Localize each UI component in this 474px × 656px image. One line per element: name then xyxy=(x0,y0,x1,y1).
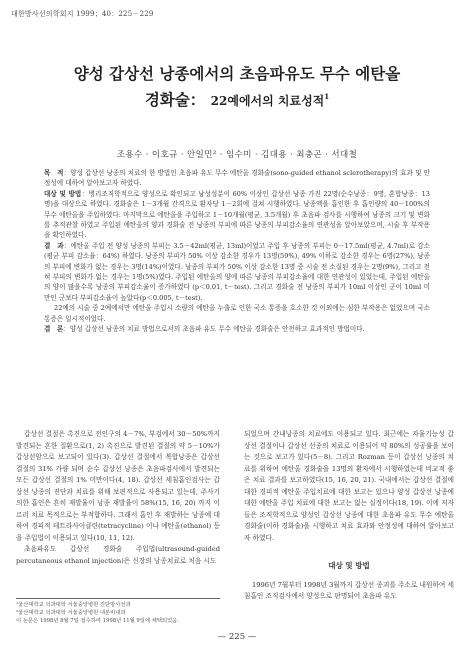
article-subtitle xyxy=(0,85,474,113)
footnote-received: 이 논문은 1998년 8월 7일 접수하여 1998년 11월 9일에 채택되었음. xyxy=(16,618,179,624)
subtitle-main: 경화술： xyxy=(144,90,206,110)
body-left-column xyxy=(16,429,220,567)
article-title: 양성 갑상선 낭종에서의 초음파유도 무수 에탄올 xyxy=(73,64,401,83)
abstract-conclusion xyxy=(44,324,430,334)
abstract-methods xyxy=(44,189,430,241)
purpose-label: 목 적 xyxy=(44,169,64,177)
footnote-rule xyxy=(16,598,220,599)
intro-paragraph-1: 갑상선 결절은 촉진으로 전인구의 4－7%, 부검에서 30－50%까지 발견되는 흔한 질환으로(1, 2) 촉진으로 발견된 결절의 약 5－10%가 갑상선암으로 보고되어 있다(3). 갑상선 결절에서 복합낭종은 갑상선결절의 31% 가량 되며 순수 갑상선 낭종은 초음파검사에서 발견되는 모든 갑상선 결절의 1% 미만이다(4, 18). 갑상선 세침흡인검사는 갑상선 낭종의 진단과 치료를 위해 보편적으로 사용되고 있는데, 주사기 의한 흡인은 흔히 재발율이 낭종 재발율이 58%(15, 16, 20) 까지 이르러 치료 목적으로는 부적합하다. 그래서 흡인 후 재발하는 낭종에 대하여 경피적 테트라사이클린(tetracycline) 이나 에탄올(ethanol) 등을 주입법이 이용되고 있다(10, 11, 12). xyxy=(16,430,220,542)
subtitle-sub: 22예에서의 치료성적 xyxy=(210,94,325,109)
results-text: ：에탄올 주입 전 양성 낭종의 부피는 3.5－42ml(평균, 13ml)이었고 주입 후 낭종의 부피는 0－17.5ml(평균, 4.7ml)로 감소(평균 부피 감소율：64%) 하였다. 낭종의 부피가 50% 이상 감소한 경우가 13명(59%), 49% 이하로 감소한 경우는 6명(27%), 낭종의 부피에 변화가 없는 경우는 3명(14%)이였다. 낭종의 부피가 50% 이상 감소한 13명 중 시술 전 소실된 경우는 2명(9%), 그리고 전혀 부피의 변화가 없는 경우는 1명(5%)였다. 주입된 에탄올의 양에 따른 낭종의 부피감소율에 대한 연관성이 있었는데, 주입된 에탄올의 양이 많을수록 낭종의 부피감소율이 증가하였다 (p＜0.01, t－test). 그리고 경화술 전 낭종의 부피가 10ml 이상인 군이 10ml 미만인 군보다 부피감소율이 높았다(p＜0.005, t－test). xyxy=(44,241,430,302)
intro-paragraph-2: 초음파유도 갑상선 경화술 주입법(ultrasound-guided percutaneous ethanol injection)은 신장의 낭종치료로 처음 시도 xyxy=(16,545,220,565)
title-block xyxy=(0,62,474,113)
abstract-purpose xyxy=(44,168,430,189)
methods-text: ：병리조직학적으로 양성으로 확인되고 낭성성분이 60% 이상인 갑상선 낭종 가진 22명(순수낭종：9명, 혼합낭종：13명)을 대상으로 하였다. 경화술은 1－3개월 간격으로 환자당 1－2회에 걸쳐 시행하였다. 낭종액을 흡인한 후 흡인량의 40－100%의 무수 에탄올을 주입하였다. 마지막으로 에탄올을 주입하고 1－10개월(평균, 3.5개월) 후 초음파 검사를 시행하여 낭종의 크기 및 변화를 추적관찰 하였고 주입된 에탄올의 양과 경화술 전 낭종의 부피에 따른 낭종의 부피감소율의 연관성을 알아보았으며, 시술 후 부작용을 확인하였다. xyxy=(44,189,430,240)
conclusion-label: 결 론 xyxy=(44,325,64,334)
conclusion-text: ：양성 갑상선 낭종의 치료 방법으로서의 초음파 유도 무수 에탄올 경화술은 안전하고 효과적인 방법이다. xyxy=(63,325,365,334)
methods-label: 대상 및 방법 xyxy=(44,189,82,198)
body-right-column xyxy=(244,429,454,603)
abstract xyxy=(44,168,430,335)
journal-header: 대한방사선의학회지 1999；40：225－229 xyxy=(11,10,154,18)
purpose-text: ：양성 갑상선 낭종의 치료의 한 방법인 초음파 유도 무수 에탄올 경화술(sono-guided ethanol sclerotherapy)의 효과 및 안정성에 대하여 알아보고자 하였다. xyxy=(44,169,430,188)
footnote-affiliation-1: ¹울산대학교 의과대학 서울중앙병원 진단방사선과 xyxy=(16,602,131,608)
methods-paragraph-1: 1996년 7월부터 1998년 3월까지 갑상선 종괴를 주소로 내원하여 세침흡인 조직검사에서 양성으로 판명되어 초음파 유도 xyxy=(244,580,454,600)
intro-paragraph-3: 되었으며 간내낭종의 치료에도 이용되고 있다. 최근에는 자율기능성 갑상선 결절이나 갑상선 선종의 치료로 이용되어 약 80%의 성공률을 보이는 것으로 보고가 있다(5－8). 그리고 Rozman 등이 갑상선 낭종의 치료를 위하여 에탄올 경화술을 13명의 환자에서 시행하였는데 비교적 좋은 치료 결과를 보고하였다(15, 16, 20, 21). 국내에서는 갑상선 결절에 대한 경피적 에탄올 주입치료에 대한 보고는 있으나 양성 갑상선 낭종에 대한 에탄올 주입 치료에 대한 보고는 없는 실정이다(18, 19). 이에 저자들은 조직학적으로 양성인 갑상선 낭종에 대한 초음파 유도 무수 에탄올 경화술(이하 경화술)을 시행하고 치료 효과와 안정성에 대하여 알아보고자 하였다. xyxy=(244,430,454,542)
footnotes xyxy=(16,601,226,625)
methods-heading: 대상 및 방법 xyxy=(328,561,370,570)
results-label: 결 과 xyxy=(44,241,64,250)
footnote-affiliation-2: ²울산대학교 의과대학 서울중앙병원 내분비내과 xyxy=(16,610,126,616)
abstract-results-2: 22예의 시술 중 2예에서만 에탄올 주입시 소량의 에탄올 누출로 인한 국소 통증을 호소한 것 이외에는 심한 부작용은 없었으며 국소 통증은 일시적이었다. xyxy=(44,304,430,323)
page-number: — 225 — xyxy=(217,632,257,642)
title-footnote-mark: 1 xyxy=(324,92,330,101)
abstract-results xyxy=(44,241,430,303)
author-list: 조용수 · 이호규 · 안일민² · 임수미 · 김대용 · 최충곤 · 서대철 xyxy=(116,150,358,160)
